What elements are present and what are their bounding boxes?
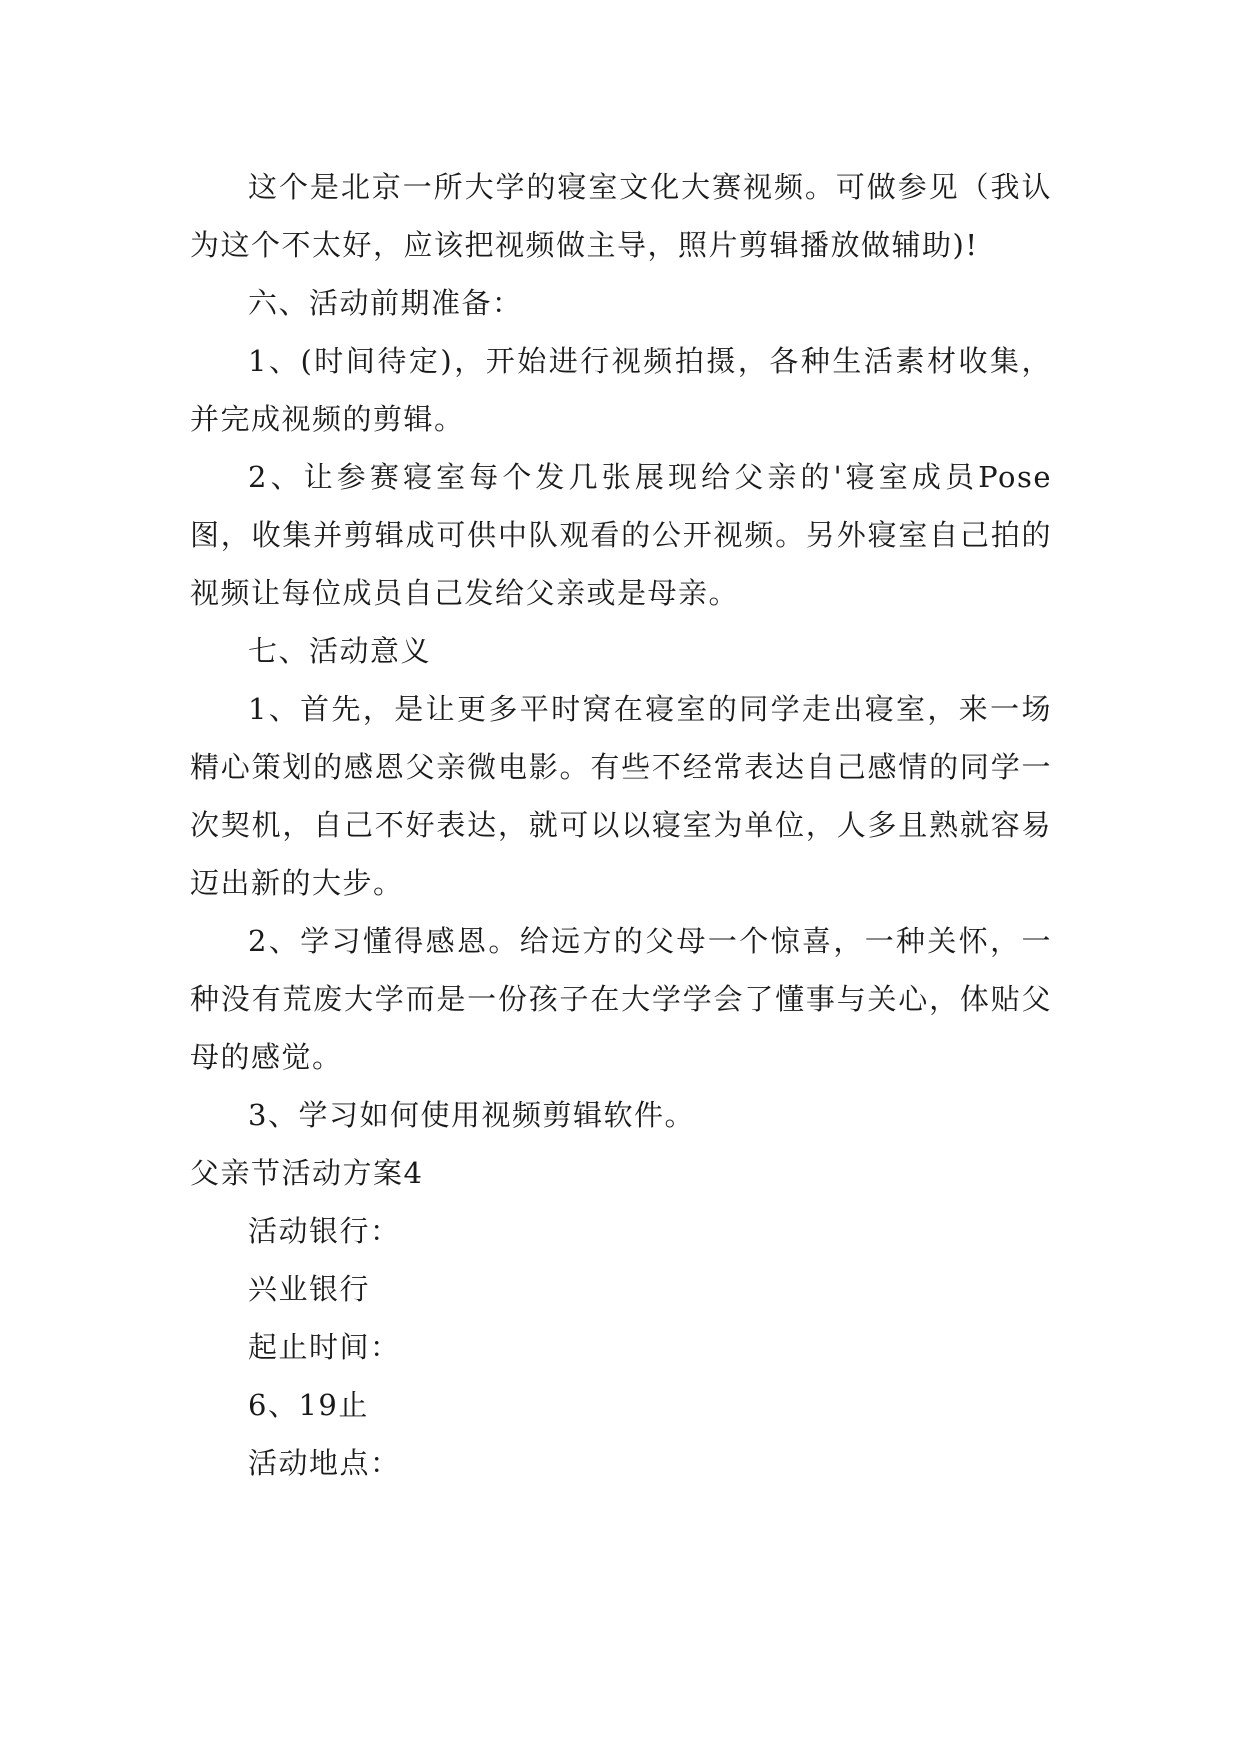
paragraph-duration-label: 起止时间： bbox=[248, 1330, 401, 1364]
paragraph-dorm-video: 这个是北京一所大学的寝室文化大赛视频。可做参见（我认为这个不太好，应该把视频做主导，照片剪辑播放做辅助)! bbox=[190, 170, 1052, 262]
document-body bbox=[190, 158, 1052, 1492]
paragraph-activity-bank-label: 活动银行： bbox=[248, 1214, 401, 1248]
paragraph-section-seven-heading: 七、活动意义 bbox=[248, 634, 432, 668]
paragraph-prep-item-1: 1、(时间待定)，开始进行视频拍摄，各种生活素材收集，并完成视频的剪辑。 bbox=[190, 344, 1052, 436]
paragraph-meaning-item-2: 2、学习懂得感恩。给远方的父母一个惊喜，一种关怀，一种没有荒废大学而是一份孩子在大学学会了懂事与关心，体贴父母的感觉。 bbox=[190, 924, 1052, 1074]
paragraph-duration-value: 6、19止 bbox=[248, 1388, 369, 1422]
paragraph-location-label: 活动地点： bbox=[248, 1446, 401, 1480]
paragraph-activity-bank-value: 兴业银行 bbox=[248, 1272, 371, 1306]
paragraph-section-six-heading: 六、活动前期准备： bbox=[248, 286, 523, 320]
paragraph-meaning-item-1: 1、首先，是让更多平时窝在寝室的同学走出寝室，来一场精心策划的感恩父亲微电影。有些不经常表达自己感情的同学一次契机，自己不好表达，就可以以寝室为单位，人多且熟就容易迈出新的大步。 bbox=[190, 692, 1052, 900]
paragraph-prep-item-2: 2、让参赛寝室每个发几张展现给父亲的'寝室成员Pose图，收集并剪辑成可供中队观看的公开视频。另外寝室自己拍的视频让每位成员自己发给父亲或是母亲。 bbox=[190, 460, 1052, 610]
paragraph-meaning-item-3: 3、学习如何使用视频剪辑软件。 bbox=[248, 1098, 695, 1132]
section-heading: 父亲节活动方案4 bbox=[190, 1156, 424, 1190]
